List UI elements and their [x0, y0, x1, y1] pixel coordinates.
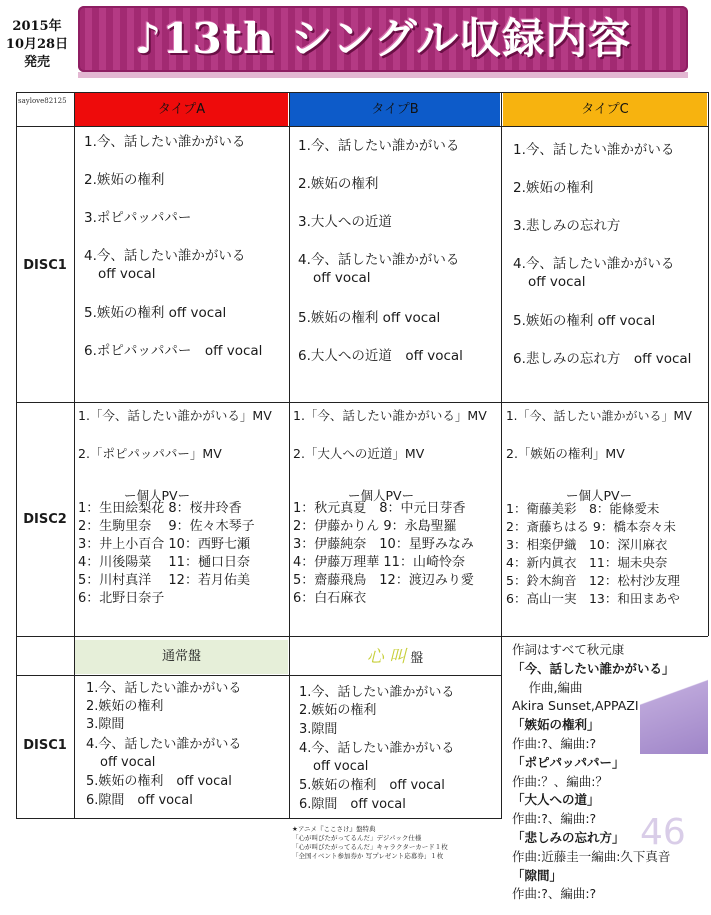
track-b-1: 1.今、話したい誰かがいる [298, 138, 460, 154]
shinpan-track-4: 4.今、話したい誰かがいる [299, 741, 455, 756]
credit-detail: Akira Sunset,APPAZI [512, 698, 639, 714]
disc1-regular-label: DISC1 [23, 738, 67, 753]
header-type-c: タイプC [503, 93, 707, 126]
shinpan-note-4: 「全国イベント参加券か 写プレゼント応募券」１枚 [292, 852, 444, 860]
mv-c-2: 2.「嫉妬の権利」MV [506, 446, 625, 461]
grid-line [708, 92, 709, 636]
track-a-3: 3.ポピパッパパー [84, 210, 192, 226]
shinpan-note-3: 「心が叫びたがってるんだ」キャラクターカード１枚 [292, 843, 448, 851]
regular-track-6: 6.隙間 off vocal [86, 793, 193, 808]
track-c-1: 1.今、話したい誰かがいる [513, 142, 675, 158]
credit-song-title: 「嫉妬の権利」 [512, 717, 600, 733]
track-c-4-sub: off vocal [528, 274, 586, 290]
pv-b-6: 6：白石麻衣 [293, 591, 367, 606]
pv-b-4: 4：伊藤万理華 11：山崎怜奈 [293, 555, 465, 570]
page-title: ♪13th シングル収録内容 [134, 14, 632, 63]
regular-track-3: 3.隙間 [86, 717, 125, 732]
regular-track-4: 4.今、話したい誰かがいる [86, 737, 242, 752]
credit-song-title: 「隙間」 [512, 867, 563, 883]
pv-a-6: 6：北野日奈子 [78, 591, 165, 606]
release-label: 発売 [23, 55, 50, 70]
track-a-2: 2.嫉妬の権利 [84, 172, 165, 188]
credit-song-title: 「悲しみの忘れ方」 [512, 830, 625, 845]
credit-song-title: 「ポピパッパパー」 [512, 754, 625, 770]
regular-edition-header: 通常盤 [75, 640, 288, 674]
track-c-4: 4.今、話したい誰かがいる [513, 256, 675, 272]
grid-line [16, 402, 708, 403]
shinpan-track-4-sub: off vocal [313, 759, 369, 774]
shinpan-track-3: 3.隙間 [299, 722, 338, 737]
disc2-label: DISC2 [23, 512, 67, 527]
credit-detail: 作曲:?、編曲:? [512, 811, 597, 827]
grid-line [16, 675, 502, 676]
pv-c-2: 2：斎藤ちはる 9：橋本奈々未 [506, 519, 676, 534]
decorative-purple-shape [640, 664, 708, 754]
credit-detail: 作曲,編曲 [512, 679, 583, 695]
pv-a-5: 5：川村真洋 12：若月佑美 [78, 573, 250, 588]
track-a-1: 1.今、話したい誰かがいる [84, 134, 246, 150]
mv-a-1: 1.「今、話したい誰かがいる」MV [78, 408, 272, 423]
shinpan-track-2: 2.嫉妬の権利 [299, 703, 377, 718]
pv-title-b: ー個人PVー [348, 488, 415, 503]
pv-b-2: 2：伊藤かりん 9：永島聖羅 [293, 519, 457, 534]
pv-c-6: 6：高山一実 13：和田まあや [506, 591, 680, 606]
release-date [4, 18, 70, 72]
grid-line [74, 92, 75, 818]
pv-b-1: 1：秋元真夏 8：中元日芽香 [293, 501, 466, 516]
regular-track-2: 2.嫉妬の権利 [86, 699, 164, 714]
release-year: 2015年 [12, 19, 62, 34]
track-c-3: 3.悲しみの忘れ方 [513, 218, 621, 234]
mv-c-1: 1.「今、話したい誰かがいる」MV [506, 409, 693, 423]
track-a-4: 4.今、話したい誰かがいる [84, 248, 246, 264]
credit-detail: 作曲:？、編曲:？ [512, 773, 608, 789]
pv-title-c: ー個人PVー [566, 488, 633, 503]
grid-line [16, 636, 708, 637]
shinpan-note-1: ★アニメ『ここさけ』盤特典 [292, 825, 376, 833]
credit-detail: 作曲:?、編曲:? [512, 886, 597, 902]
track-b-2: 2.嫉妬の権利 [298, 176, 379, 192]
pv-a-3: 3：井上小百合 10：西野七瀬 [78, 537, 250, 552]
pv-a-4: 4：川後陽菜 11：樋口日奈 [78, 555, 250, 570]
credit-detail: 作詞はすべて秋元康 [512, 642, 625, 657]
track-c-6: 6.悲しみの忘れ方 off vocal [513, 351, 692, 367]
shinpan-edition-header [290, 640, 500, 674]
pv-b-3: 3：伊藤純奈 10：星野みなみ [293, 537, 474, 552]
shinpan-logo: 心 叫 [366, 647, 407, 667]
header-type-b: タイプB [290, 93, 500, 126]
track-a-5: 5.嫉妬の権利 off vocal [84, 305, 227, 321]
pv-c-3: 3：相楽伊織 10：深川麻衣 [506, 537, 668, 552]
shinpan-note-2: 「心が叫びたがってるんだ」デジパック仕様 [292, 834, 422, 842]
credit-detail: 作曲:?、編曲:? [512, 736, 597, 751]
pv-c-1: 1：衛藤美彩 8：能條愛未 [506, 501, 660, 516]
header-type-a: タイプA [75, 93, 288, 126]
pv-a-2: 2：生駒里奈 9：佐々木琴子 [78, 519, 255, 534]
grid-line [16, 92, 17, 818]
watermark: saylove82125 [18, 97, 67, 105]
grid-line [16, 126, 708, 127]
grid-line [289, 92, 290, 818]
track-c-5: 5.嫉妬の権利 off vocal [513, 313, 656, 329]
shinpan-track-6: 6.隙間 off vocal [299, 797, 406, 812]
track-b-6: 6.大人への近道 off vocal [298, 348, 463, 364]
disc1-label: DISC1 [23, 258, 67, 273]
grid-line [501, 92, 502, 818]
track-b-5: 5.嫉妬の権利 off vocal [298, 310, 441, 326]
pv-c-4: 4：新内眞衣 11：堀未央奈 [506, 555, 668, 570]
mv-b-1: 1.「今、話したい誰かがいる」MV [293, 408, 487, 423]
pv-c-5: 5：鈴木絢音 12：松村沙友理 [506, 573, 680, 588]
shinpan-track-5: 5.嫉妬の権利 off vocal [299, 778, 445, 793]
credit-song-title: 「今、話したい誰かがいる」 [512, 660, 675, 676]
pv-title-a: ー個人PVー [124, 488, 191, 503]
release-day: 10月28日 [5, 37, 69, 52]
regular-track-5: 5.嫉妬の権利 off vocal [86, 774, 232, 789]
grid-line [16, 818, 502, 819]
shinpan-label: 盤 [410, 651, 424, 666]
credit-song-title: 「大人への道」 [512, 792, 600, 808]
shinpan-track-1: 1.今、話したい誰かがいる [299, 685, 455, 700]
regular-track-1: 1.今、話したい誰かがいる [86, 681, 242, 696]
pv-a-1: 1：生田絵梨花 8：桜井玲香 [78, 501, 242, 516]
track-a-4-sub: off vocal [98, 266, 156, 282]
group-logo-46: 46 [640, 812, 686, 853]
pv-b-5: 5：齋藤飛鳥 12：渡辺みり愛 [293, 573, 474, 588]
track-a-6: 6.ポピパッパパー off vocal [84, 343, 263, 359]
mv-b-2: 2.「大人への近道」MV [293, 446, 425, 461]
regular-track-4-sub: off vocal [100, 755, 156, 770]
track-b-4: 4.今、話したい誰かがいる [298, 252, 460, 268]
title-banner-stripe [78, 72, 688, 78]
track-b-3: 3.大人への近道 [298, 214, 392, 230]
track-c-2: 2.嫉妬の権利 [513, 180, 594, 196]
track-b-4-sub: off vocal [313, 270, 371, 286]
credit-detail: 作曲:近藤圭一編曲:久下真音 [512, 848, 671, 864]
mv-a-2: 2.「ポピパッパパー」MV [78, 446, 222, 461]
